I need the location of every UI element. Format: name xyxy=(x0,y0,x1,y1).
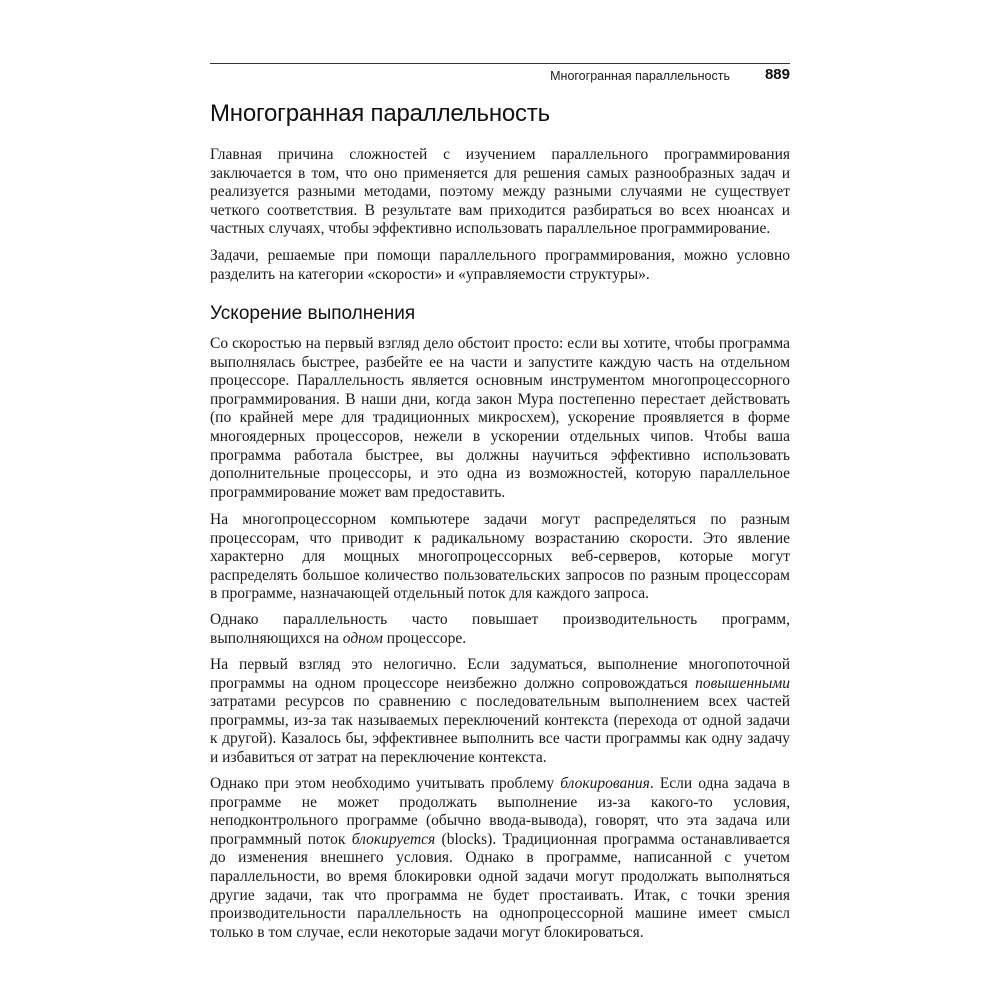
paragraph-4: На многопроцессорном компьютере задачи могут распределяться по разным процессорам, что приводит к радикальному возрастанию скорости. Это явление характерно для мощных многопроцессорных веб-серверов, которые могут распределять большое количество пользовательских запросов по разным процессорам в программе, назначающей отдельный поток для каждого запроса. xyxy=(210,511,790,603)
paragraph-7 xyxy=(210,775,790,942)
paragraph-5-emphasis: одном xyxy=(342,629,383,647)
paragraph-6-text-end: затратами ресурсов по сравнению с последовательным выполнением всех частей программы, из-за так называемых переключений контекста (перехода от одной задачи к другой). Казалось бы, эффективнее выполнить все части программы как одну задачу и избавиться от затрат на переключение контекста. xyxy=(210,693,790,766)
paragraph-7-text-end: (blocks). Традиционная программа останавливается до изменения внешнего условия. Однако в программе, написанной с учетом параллельности, во время блокировки одной задачи могут продолжать выполняться другие задачи, так что программа не будет простаивать. Итак, с точки зрения производительности параллельность на однопроцессорной машине имеет смысл только в том случае, если некоторые задачи могут блокироваться. xyxy=(210,830,790,941)
chapter-title: Многогранная параллельность xyxy=(210,100,550,127)
paragraph-3: Со скоростью на первый взгляд дело обстоит просто: если вы хотите, чтобы программа выполнялась быстрее, разбейте ее на части и запустите каждую часть на отдельном процессоре. Параллельность является основным инструментом многопроцессорного программирования. В наши дни, когда закон Мура постепенно перестает действовать (по крайней мере для традиционных микросхем), ускорение проявляется в форме многоядерных процессоров, нежели в ускорении отдельных чипов. Чтобы ваша программа работала быстрее, вы должны научиться эффективно использовать дополнительные процессоры, и это одна из возможностей, которую параллельное программирование может вам предоставить. xyxy=(210,335,790,501)
paragraph-1: Главная причина сложностей с изучением параллельного программирования заключается в том, что оно применяется для решения самых разнообразных задач и реализуется разными методами, поэтому между разными случаями не существует четкого соответствия. В результате вам приходится разбираться во всех нюансах и частных случаях, чтобы эффективно использовать параллельное программирование. xyxy=(210,146,790,238)
paragraph-6 xyxy=(210,656,790,768)
paragraph-5-text: Однако параллельность часто повышает производительность программ, выполняющихся на xyxy=(210,611,790,647)
paragraph-6-emphasis: повышенными xyxy=(695,674,790,692)
paragraph-7-emphasis-1: блокирования xyxy=(560,775,650,792)
section-title: Ускорение выполнения xyxy=(210,303,416,324)
paragraph-2: Задачи, решаемые при помощи параллельного программирования, можно условно разделить на категории «скорости» и «управляемости структуры». xyxy=(210,247,790,283)
paragraph-5 xyxy=(210,611,790,648)
paragraph-7-text-middle: . Если одна задача в программе не может продолжать выполнение из-за какого-то условия, неподконтрольного программе (обычно ввода-вывода), говорят, что эта задача или программный поток xyxy=(210,775,790,848)
paragraph-6-text: На первый взгляд это нелогично. Если задуматься, выполнение многопоточной программы на одном процессоре неизбежно должно сопровождаться xyxy=(210,656,790,692)
paragraph-7-emphasis-2: блокируется xyxy=(351,830,436,848)
running-title: Многогранная параллельность xyxy=(550,69,730,83)
paragraph-5-text-end: процессоре. xyxy=(382,629,467,647)
paragraph-7-text: Однако при этом необходимо учитывать проблему xyxy=(210,775,561,792)
page-number: 889 xyxy=(764,66,790,83)
running-header xyxy=(210,63,790,88)
